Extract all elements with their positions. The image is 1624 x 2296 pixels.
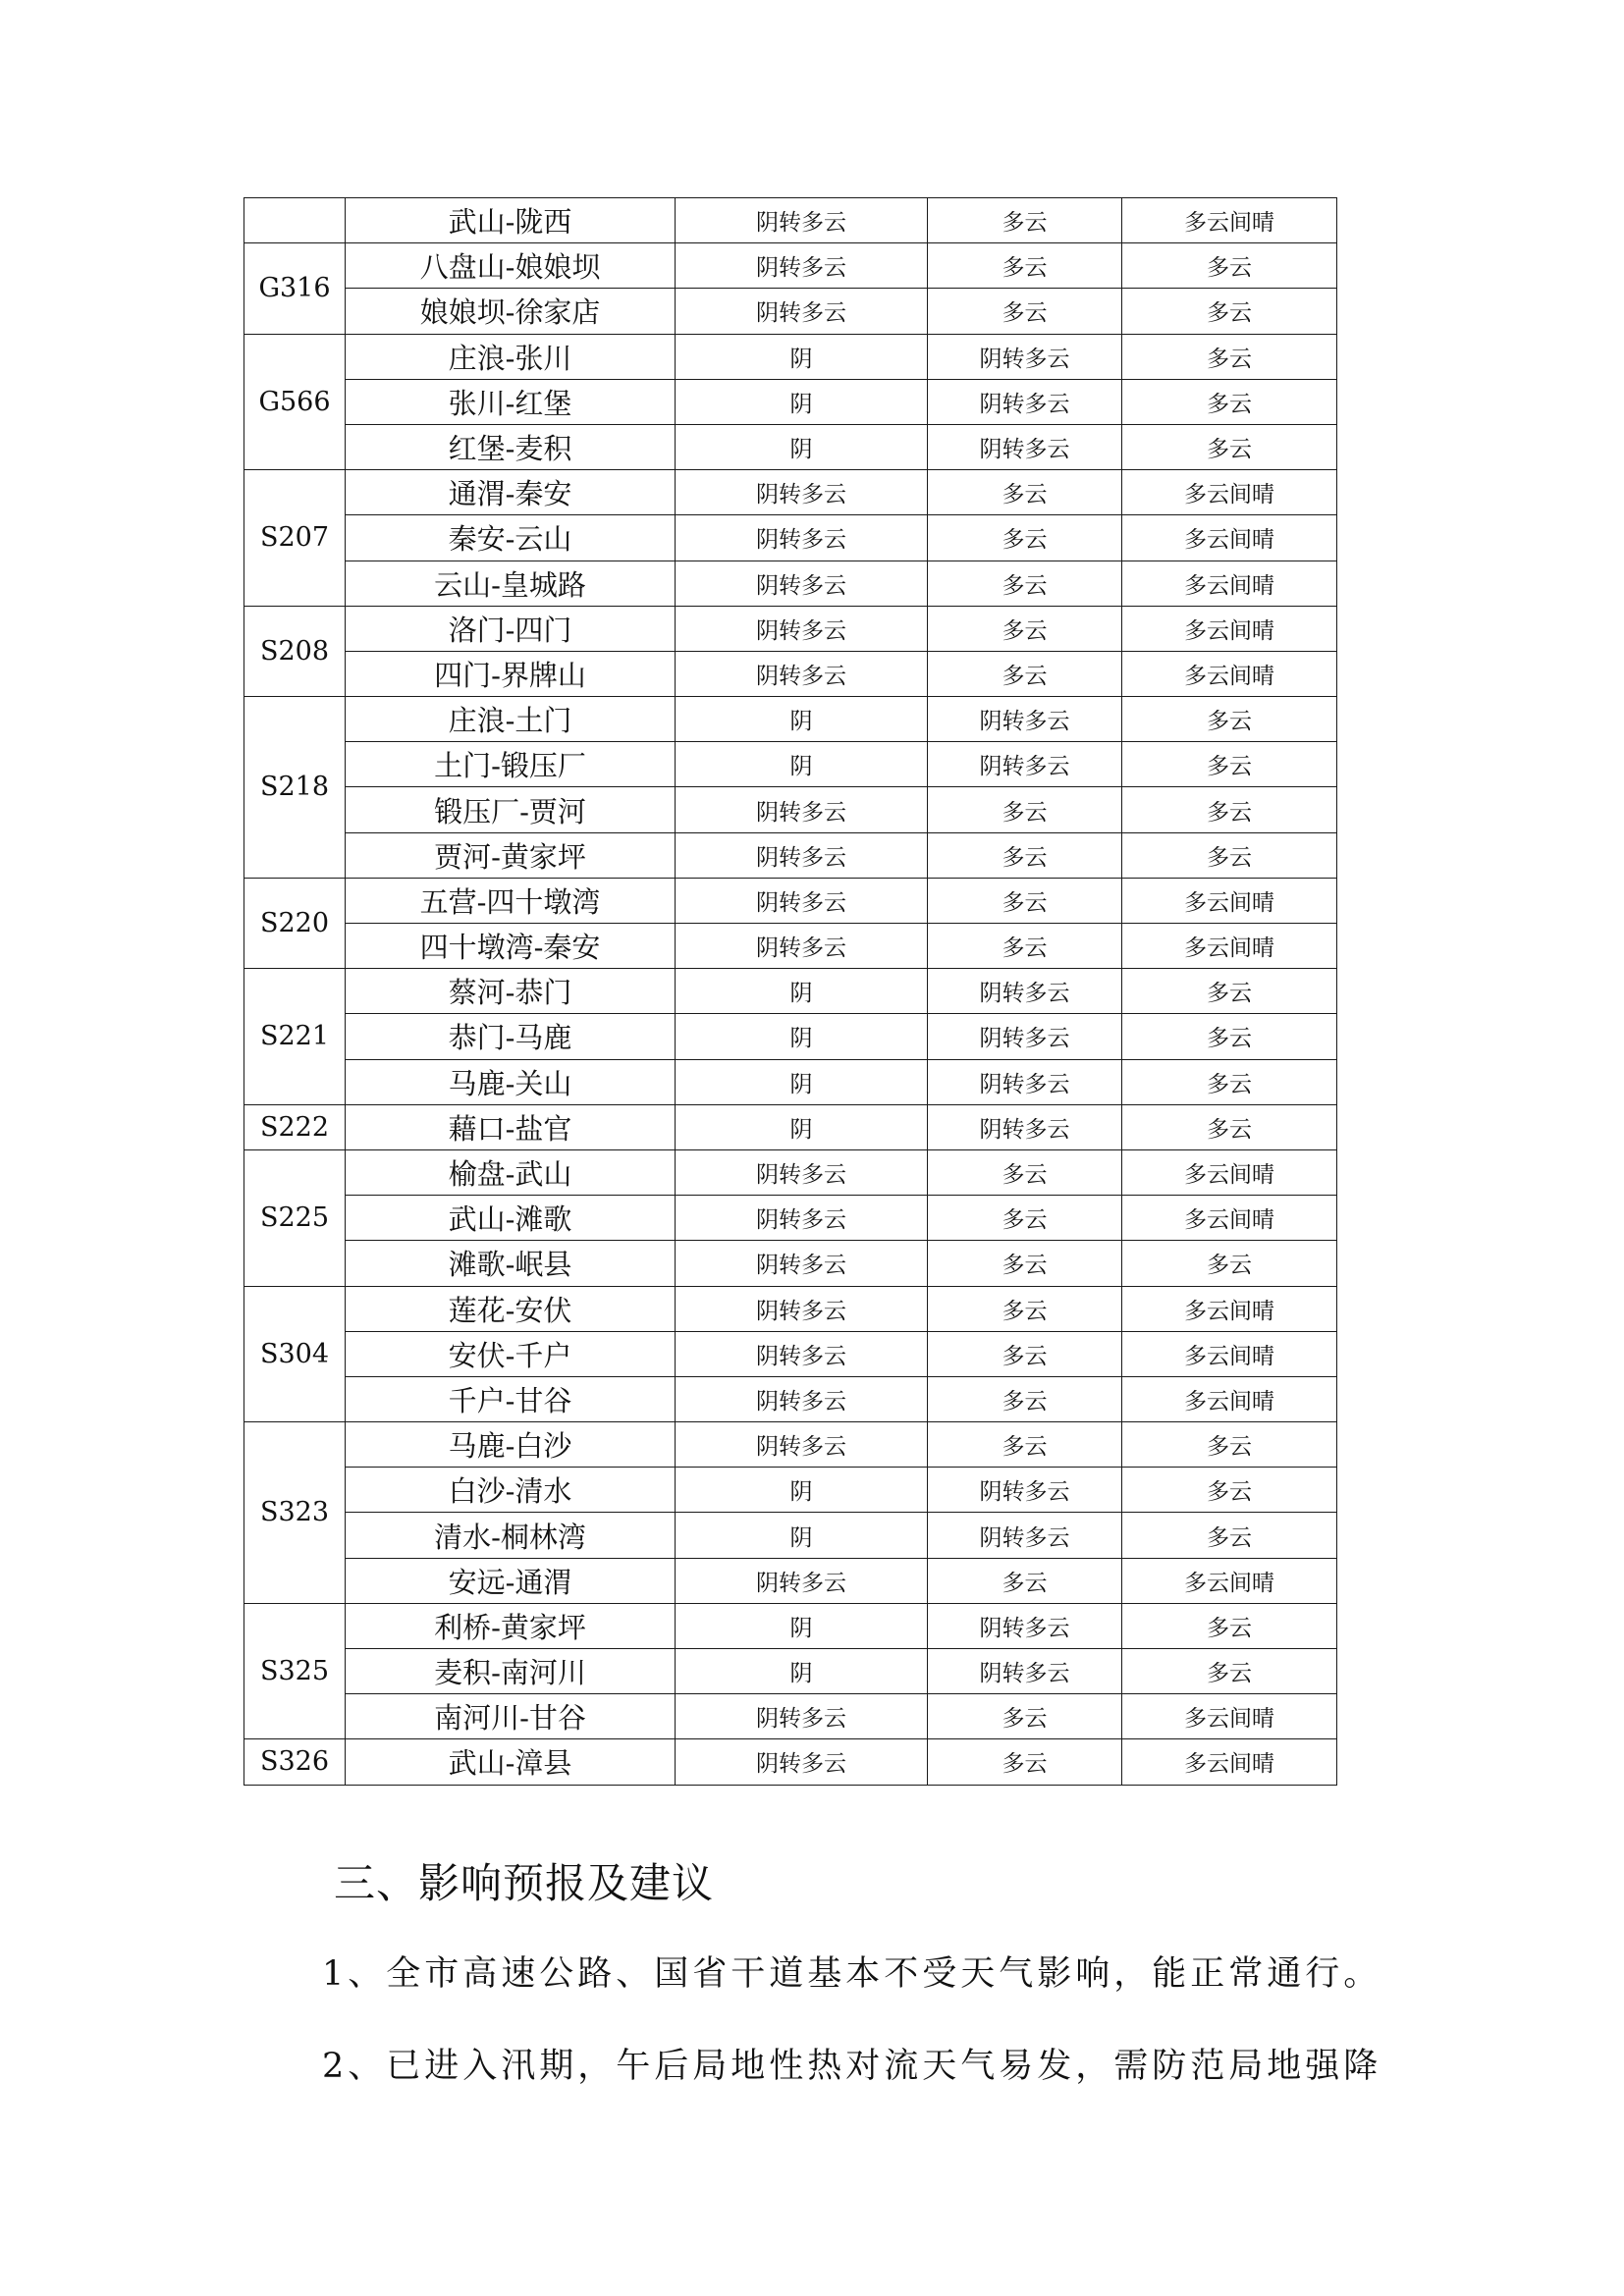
weather-day1-cell: 阴 [676,334,928,379]
road-code-cell: S326 [244,1739,346,1785]
segment-cell: 藉口-盐官 [346,1104,676,1149]
weather-day2-cell: 多云 [928,1376,1122,1421]
weather-day1-cell: 阴 [676,1059,928,1104]
advice-paragraph-1: 1、全市高速公路、国省干道基本不受天气影响，能正常通行。 [322,1954,1382,1994]
segment-cell: 土门-锻压厂 [346,742,676,787]
weather-day1-cell: 阴转多云 [676,878,928,923]
road-code-cell: S218 [244,697,346,879]
segment-cell: 榆盘-武山 [346,1149,676,1195]
table-row [244,787,1337,832]
weather-day2-cell: 阴转多云 [928,969,1122,1014]
table-row [244,1422,1337,1468]
weather-day3-cell: 多云 [1122,1104,1337,1149]
segment-cell: 庄浪-张川 [346,334,676,379]
weather-day1-cell: 阴转多云 [676,1739,928,1785]
weather-day1-cell: 阴转多云 [676,1558,928,1603]
table-row [244,742,1337,787]
weather-day3-cell: 多云 [1122,787,1337,832]
segment-cell: 八盘山-娘娘坝 [346,243,676,289]
weather-day3-cell: 多云间晴 [1122,878,1337,923]
table-row [244,1241,1337,1286]
table-row [244,1331,1337,1376]
table-row [244,1558,1337,1603]
weather-day1-cell: 阴转多云 [676,243,928,289]
weather-day3-cell: 多云间晴 [1122,1149,1337,1195]
segment-cell: 滩歌-岷县 [346,1241,676,1286]
road-code-cell: S208 [244,606,346,696]
segment-cell: 洛门-四门 [346,606,676,651]
weather-day1-cell: 阴转多云 [676,787,928,832]
weather-day1-cell: 阴转多云 [676,198,928,243]
weather-day3-cell: 多云间晴 [1122,1694,1337,1739]
table-row [244,1376,1337,1421]
weather-day1-cell: 阴转多云 [676,1331,928,1376]
weather-day2-cell: 多云 [928,198,1122,243]
segment-cell: 武山-漳县 [346,1739,676,1785]
road-code-cell: S221 [244,969,346,1105]
weather-day2-cell: 阴转多云 [928,1059,1122,1104]
table-row [244,924,1337,969]
segment-cell: 张川-红堡 [346,379,676,424]
weather-day3-cell: 多云 [1122,289,1337,334]
road-code-cell: S304 [244,1286,346,1422]
weather-day2-cell: 多云 [928,1739,1122,1785]
weather-day2-cell: 多云 [928,787,1122,832]
weather-day1-cell: 阴 [676,1014,928,1059]
segment-cell: 庄浪-土门 [346,697,676,742]
segment-cell: 四十墩湾-秦安 [346,924,676,969]
segment-cell: 麦积-南河川 [346,1649,676,1694]
weather-day3-cell: 多云间晴 [1122,651,1337,696]
table-row [244,1603,1337,1648]
segment-cell: 清水-桐林湾 [346,1513,676,1558]
weather-day1-cell: 阴 [676,424,928,469]
weather-day1-cell: 阴转多云 [676,832,928,878]
table-row [244,334,1337,379]
weather-day2-cell: 多云 [928,651,1122,696]
road-code-cell: S220 [244,878,346,968]
weather-day2-cell: 多云 [928,243,1122,289]
table-row [244,1468,1337,1513]
segment-cell: 贾河-黄家坪 [346,832,676,878]
weather-day3-cell: 多云 [1122,1603,1337,1648]
segment-cell: 武山-陇西 [346,198,676,243]
weather-day1-cell: 阴转多云 [676,1422,928,1468]
weather-day2-cell: 多云 [928,1694,1122,1739]
road-code-cell: S207 [244,470,346,607]
weather-day2-cell: 多云 [928,924,1122,969]
weather-day3-cell: 多云间晴 [1122,198,1337,243]
weather-day1-cell: 阴 [676,1104,928,1149]
weather-day1-cell: 阴转多云 [676,1196,928,1241]
weather-day1-cell: 阴转多云 [676,1694,928,1739]
weather-day3-cell: 多云 [1122,334,1337,379]
weather-day3-cell: 多云 [1122,1513,1337,1558]
weather-day2-cell: 阴转多云 [928,334,1122,379]
table-row [244,515,1337,561]
table-row [244,697,1337,742]
segment-cell: 利桥-黄家坪 [346,1603,676,1648]
road-code-cell: S325 [244,1603,346,1739]
weather-day2-cell: 多云 [928,289,1122,334]
segment-cell: 恭门-马鹿 [346,1014,676,1059]
weather-day2-cell: 阴转多云 [928,1513,1122,1558]
segment-cell: 通渭-秦安 [346,470,676,515]
segment-cell: 云山-皇城路 [346,561,676,606]
weather-day1-cell: 阴转多云 [676,1241,928,1286]
table-row [244,606,1337,651]
advice-paragraph-2: 2、已进入汛期，午后局地性热对流天气易发，需防范局地强降 [322,2047,1382,2086]
weather-day1-cell: 阴转多云 [676,606,928,651]
road-code-cell [244,198,346,243]
weather-day1-cell: 阴 [676,697,928,742]
segment-cell: 武山-滩歌 [346,1196,676,1241]
weather-day1-cell: 阴 [676,742,928,787]
road-weather-forecast-table [244,197,1337,1786]
weather-day1-cell: 阴转多云 [676,1286,928,1331]
segment-cell: 四门-界牌山 [346,651,676,696]
weather-day1-cell: 阴 [676,1649,928,1694]
road-code-cell: S225 [244,1149,346,1286]
table-body [244,198,1337,1786]
weather-day2-cell: 多云 [928,1558,1122,1603]
road-code-cell: S323 [244,1422,346,1604]
table-row [244,289,1337,334]
weather-day2-cell: 阴转多云 [928,697,1122,742]
table-row [244,878,1337,923]
weather-day3-cell: 多云 [1122,697,1337,742]
weather-day2-cell: 多云 [928,606,1122,651]
weather-day1-cell: 阴转多云 [676,651,928,696]
table-row [244,379,1337,424]
weather-day1-cell: 阴 [676,1603,928,1648]
weather-day2-cell: 阴转多云 [928,1014,1122,1059]
weather-day3-cell: 多云 [1122,832,1337,878]
weather-day3-cell: 多云间晴 [1122,1331,1337,1376]
segment-cell: 马鹿-关山 [346,1059,676,1104]
table-row [244,1513,1337,1558]
segment-cell: 红堡-麦积 [346,424,676,469]
weather-day1-cell: 阴转多云 [676,289,928,334]
weather-day2-cell: 阴转多云 [928,1603,1122,1648]
weather-day3-cell: 多云间晴 [1122,1196,1337,1241]
weather-day1-cell: 阴转多云 [676,924,928,969]
table-row [244,832,1337,878]
weather-day3-cell: 多云间晴 [1122,1558,1337,1603]
weather-day2-cell: 多云 [928,1286,1122,1331]
segment-cell: 娘娘坝-徐家店 [346,289,676,334]
weather-day3-cell: 多云间晴 [1122,1739,1337,1785]
table-row [244,561,1337,606]
weather-day2-cell: 多云 [928,470,1122,515]
segment-cell: 秦安-云山 [346,515,676,561]
weather-day2-cell: 多云 [928,1422,1122,1468]
weather-day1-cell: 阴转多云 [676,515,928,561]
weather-day3-cell: 多云间晴 [1122,470,1337,515]
weather-day3-cell: 多云间晴 [1122,1376,1337,1421]
table-row [244,1649,1337,1694]
road-code-cell: G316 [244,243,346,334]
weather-day3-cell: 多云 [1122,424,1337,469]
weather-day1-cell: 阴转多云 [676,1149,928,1195]
table-row [244,1014,1337,1059]
weather-day2-cell: 多云 [928,1149,1122,1195]
segment-cell: 马鹿-白沙 [346,1422,676,1468]
table-row [244,1104,1337,1149]
weather-day2-cell: 多云 [928,515,1122,561]
road-code-cell: S222 [244,1104,346,1149]
segment-cell: 千户-甘谷 [346,1376,676,1421]
weather-day3-cell: 多云 [1122,1241,1337,1286]
weather-day1-cell: 阴转多云 [676,470,928,515]
weather-day3-cell: 多云 [1122,742,1337,787]
weather-day3-cell: 多云 [1122,1014,1337,1059]
weather-day3-cell: 多云 [1122,1649,1337,1694]
table-row [244,470,1337,515]
table-row [244,1286,1337,1331]
segment-cell: 五营-四十墩湾 [346,878,676,923]
segment-cell: 蔡河-恭门 [346,969,676,1014]
weather-day2-cell: 多云 [928,561,1122,606]
weather-day1-cell: 阴 [676,969,928,1014]
segment-cell: 安伏-千户 [346,1331,676,1376]
segment-cell: 锻压厂-贾河 [346,787,676,832]
table-row [244,243,1337,289]
segment-cell: 安远-通渭 [346,1558,676,1603]
weather-day3-cell: 多云 [1122,969,1337,1014]
weather-day2-cell: 阴转多云 [928,1104,1122,1149]
weather-day2-cell: 阴转多云 [928,424,1122,469]
weather-day2-cell: 阴转多云 [928,742,1122,787]
table-row [244,1196,1337,1241]
table-row [244,1694,1337,1739]
weather-day3-cell: 多云 [1122,1059,1337,1104]
weather-day3-cell: 多云间晴 [1122,561,1337,606]
weather-day3-cell: 多云间晴 [1122,1286,1337,1331]
weather-day2-cell: 阴转多云 [928,379,1122,424]
section-heading: 三、影响预报及建议 [334,1859,715,1907]
weather-day3-cell: 多云间晴 [1122,515,1337,561]
table-row [244,424,1337,469]
weather-day3-cell: 多云间晴 [1122,924,1337,969]
segment-cell: 白沙-清水 [346,1468,676,1513]
weather-day2-cell: 阴转多云 [928,1649,1122,1694]
table-row [244,1059,1337,1104]
weather-day2-cell: 多云 [928,832,1122,878]
road-code-cell: G566 [244,334,346,470]
table-row [244,651,1337,696]
table-row [244,1149,1337,1195]
weather-day1-cell: 阴 [676,379,928,424]
weather-day2-cell: 多云 [928,1241,1122,1286]
weather-day1-cell: 阴转多云 [676,561,928,606]
weather-day3-cell: 多云 [1122,379,1337,424]
table-row [244,198,1337,243]
weather-day2-cell: 多云 [928,878,1122,923]
segment-cell: 莲花-安伏 [346,1286,676,1331]
weather-day1-cell: 阴 [676,1468,928,1513]
table-row [244,1739,1337,1785]
weather-day2-cell: 阴转多云 [928,1468,1122,1513]
weather-day3-cell: 多云 [1122,1422,1337,1468]
weather-day2-cell: 多云 [928,1331,1122,1376]
table-row [244,969,1337,1014]
weather-day1-cell: 阴 [676,1513,928,1558]
weather-day3-cell: 多云 [1122,243,1337,289]
segment-cell: 南河川-甘谷 [346,1694,676,1739]
weather-day3-cell: 多云 [1122,1468,1337,1513]
weather-day1-cell: 阴转多云 [676,1376,928,1421]
weather-day2-cell: 多云 [928,1196,1122,1241]
weather-day3-cell: 多云间晴 [1122,606,1337,651]
